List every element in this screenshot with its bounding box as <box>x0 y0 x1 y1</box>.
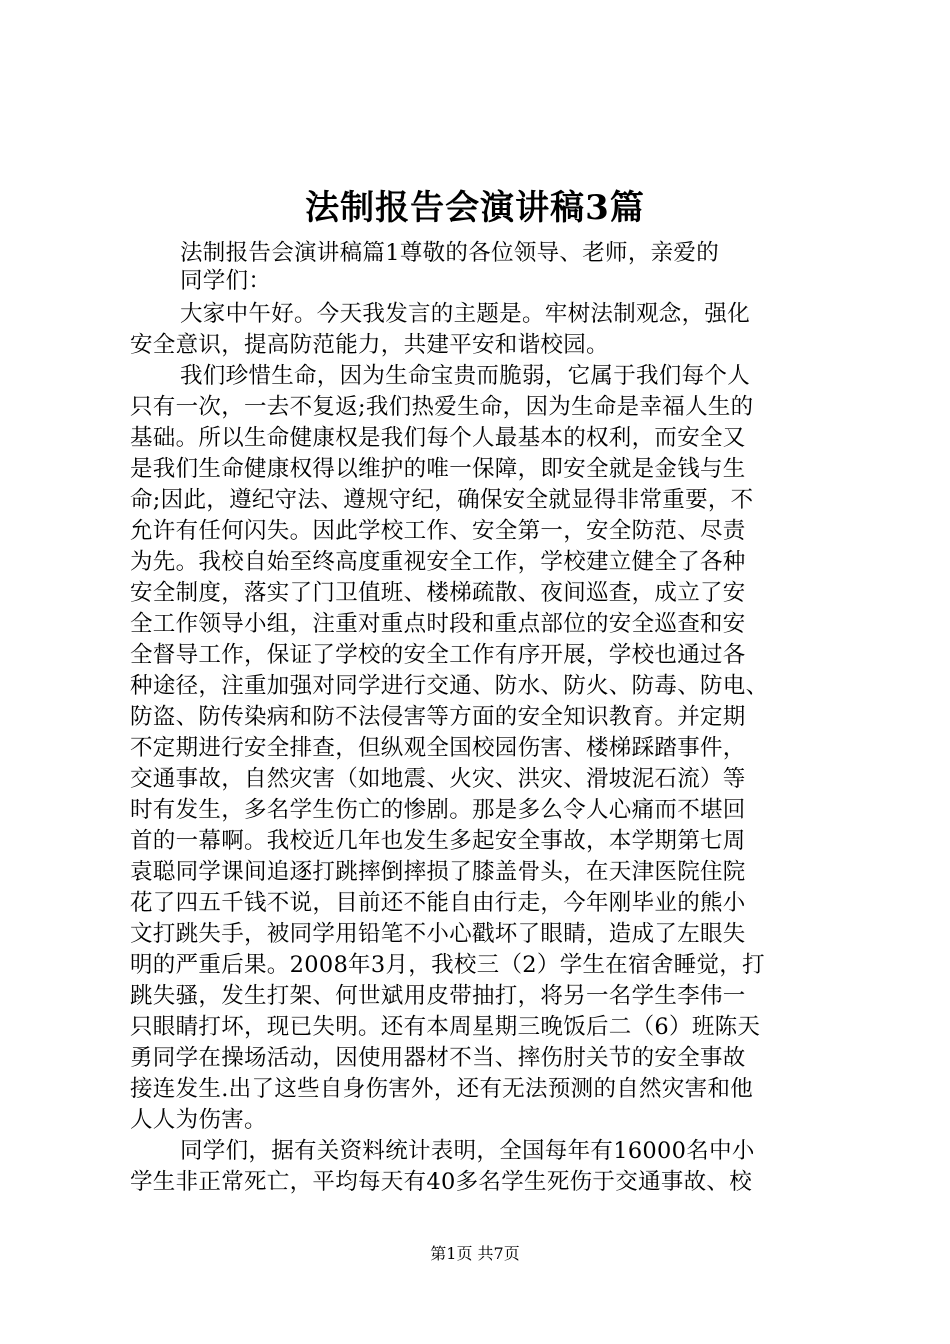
body-line: 时有发生，多名学生伤亡的惨剧。那是多么令人心痛而不堪回 <box>130 797 746 823</box>
page-footer: 第1页 共7页 <box>430 1244 520 1263</box>
body-line: 不定期进行安全排查，但纵观全国校园伤害、楼梯踩踏事件， <box>130 735 746 761</box>
body-line: 勇同学在操场活动，因使用器材不当、摔伤肘关节的安全事故 <box>130 1045 746 1071</box>
body-line: 为先。我校自始至终高度重视安全工作，学校建立健全了各种 <box>130 549 746 575</box>
body-line: 我们珍惜生命，因为生命宝贵而脆弱，它属于我们每个人 <box>180 363 751 389</box>
body-line: 同学们： <box>180 268 272 294</box>
body-line: 花了四五千钱不说，目前还不能自由行走，今年刚毕业的熊小 <box>130 890 746 916</box>
body-line: 防盗、防传染病和防不法侵害等方面的安全知识教育。并定期 <box>130 704 746 730</box>
body-line: 安全意识，提高防范能力，共建平安和谐校园。 <box>130 332 609 358</box>
body-line: 是我们生命健康权得以维护的唯一保障，即安全就是金钱与生 <box>130 456 746 482</box>
body-line: 全督导工作，保证了学校的安全工作有序开展，学校也通过各 <box>130 642 746 668</box>
body-line: 只眼睛打坏，现已失明。还有本周星期三晚饭后二（6）班陈天 <box>130 1014 761 1040</box>
body-line: 允许有任何闪失。因此学校工作、安全第一，安全防范、尽责 <box>130 518 746 544</box>
body-line: 人人为伤害。 <box>130 1107 267 1133</box>
body-line: 种途径，注重加强对同学进行交通、防水、防火、防毒、防电、 <box>130 673 769 699</box>
body-line: 明的严重后果。2008年3月，我校三（2）学生在宿舍睡觉，打 <box>130 952 765 978</box>
body-line: 同学们，据有关资料统计表明，全国每年有16000名中小 <box>180 1138 755 1164</box>
body-line: 交通事故，自然灾害（如地震、火灾、洪灾、滑坡泥石流）等 <box>130 766 746 792</box>
body-line: 学生非正常死亡，平均每天有40多名学生死伤于交通事故、校 <box>130 1169 753 1195</box>
body-line: 大家中午好。今天我发言的主题是。牢树法制观念，强化 <box>180 301 751 327</box>
body-line: 跳失骚，发生打架、何世斌用皮带抽打，将另一名学生李伟一 <box>130 983 746 1009</box>
body-line: 安全制度，落实了门卫值班、楼梯疏散、夜间巡查，成立了安 <box>130 580 746 606</box>
body-line: 接连发生.出了这些自身伤害外，还有无法预测的自然灾害和他 <box>130 1076 754 1102</box>
body-line: 基础。所以生命健康权是我们每个人最基本的权利，而安全又 <box>130 425 746 451</box>
document-title: 法制报告会演讲稿3篇 <box>305 188 645 228</box>
body-line: 命;因此，遵纪守法、遵规守纪，确保安全就显得非常重要，不 <box>130 487 754 513</box>
body-line: 首的一幕啊。我校近几年也发生多起安全事故，本学期第七周 <box>130 828 746 854</box>
body-line: 文打跳失手，被同学用铅笔不小心戳坏了眼睛，造成了左眼失 <box>130 921 746 947</box>
body-line: 袁聪同学课间追逐打跳摔倒摔损了膝盖骨头，在天津医院住院 <box>130 859 746 885</box>
body-line: 全工作领导小组，注重对重点时段和重点部位的安全巡查和安 <box>130 611 746 637</box>
body-line: 只有一次，一去不复返;我们热爱生命，因为生命是幸福人生的 <box>130 394 754 420</box>
body-line: 法制报告会演讲稿篇1尊敬的各位领导、老师，亲爱的 <box>180 240 720 266</box>
